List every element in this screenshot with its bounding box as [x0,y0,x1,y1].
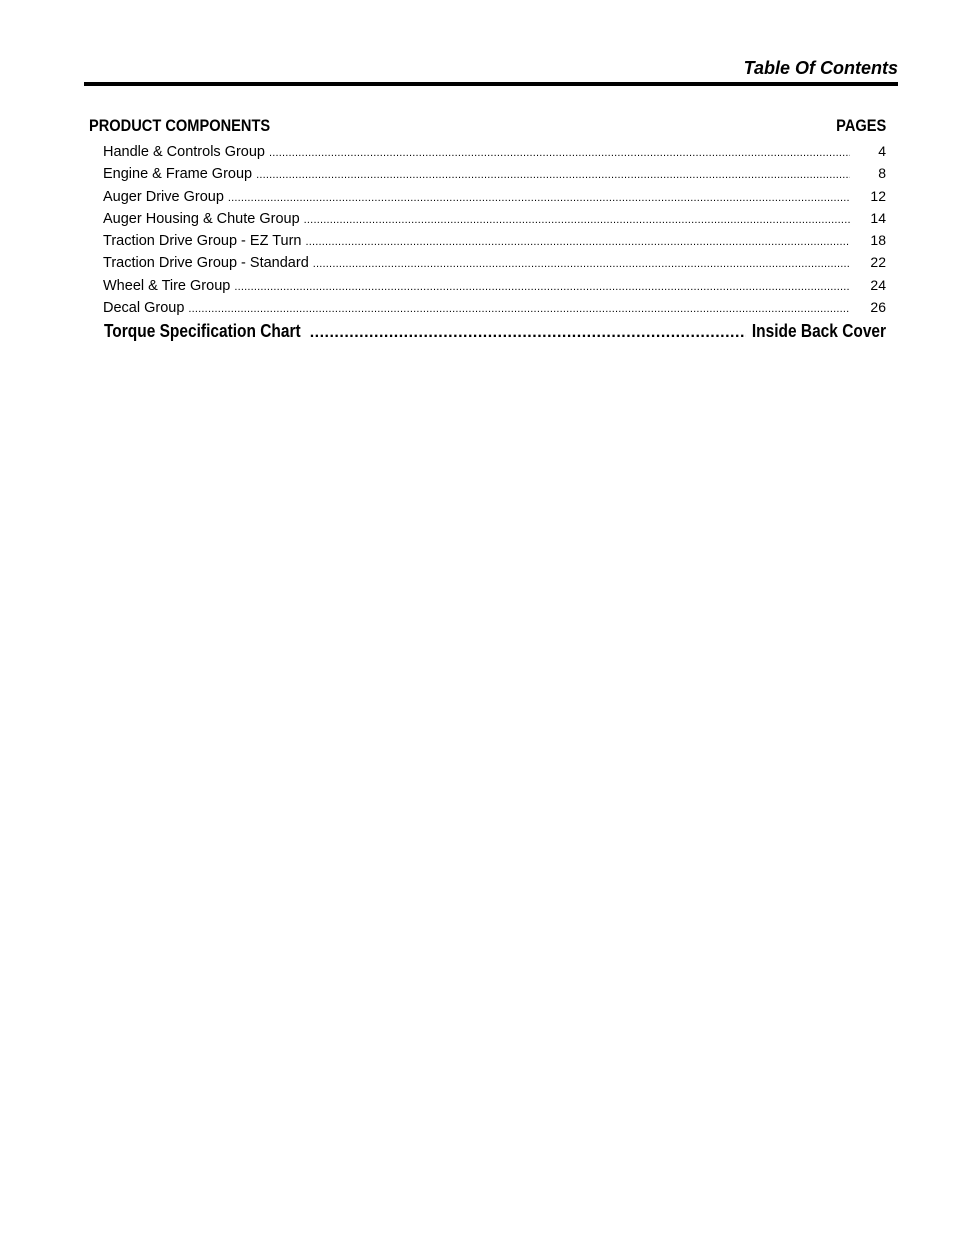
toc-entry-label: Wheel & Tire Group [103,277,231,294]
toc-entry-page: 26 [870,299,886,316]
dot-leader [188,298,850,320]
dot-leader [306,231,851,253]
toc-entry-decal[interactable] [103,296,886,318]
dot-leader [304,209,850,231]
toc-entry-page: 12 [870,187,886,204]
toc-entry-handle-controls[interactable] [103,140,886,162]
toc-list [103,140,886,318]
dot-leader [256,164,850,186]
toc-entry-label: Engine & Frame Group [103,166,253,183]
toc-entry-engine-frame[interactable] [103,162,886,184]
toc-entry-label: Handle & Controls Group [103,144,265,160]
dot-leader [313,253,850,275]
toc-entry-traction-drive-ez-turn[interactable] [103,229,886,251]
header-divider [84,82,898,86]
toc-entry-page: 22 [870,254,886,271]
toc-entry-label: Auger Drive Group [103,188,224,205]
toc-entry-traction-drive-standard[interactable] [103,251,886,273]
toc-entry-auger-housing-chute[interactable] [103,207,886,229]
page-title: Table Of Contents [743,58,898,78]
product-components-heading: PRODUCT COMPONENTS [89,116,271,135]
dot-leader [269,142,850,164]
dot-leader [234,276,850,298]
toc-entry-wheel-tire[interactable] [103,274,886,296]
toc-entry-label: Traction Drive Group - EZ Turn [103,233,302,250]
toc-entry-label: Traction Drive Group - Standard [103,255,309,272]
toc-entry-label: Torque Specification Chart [104,321,301,341]
toc-entry-page: Inside Back Cover [751,321,886,341]
dot-leader [310,321,746,345]
toc-entry-auger-drive[interactable] [103,185,886,207]
toc-entry-page: 18 [870,232,886,249]
toc-entry-page: 14 [870,209,886,226]
toc-entry-page: 4 [878,143,886,159]
toc-entry-label: Decal Group [103,300,185,317]
toc-entry-label: Auger Housing & Chute Group [103,210,300,227]
pages-heading: PAGES [835,116,886,135]
toc-heading-row [89,115,886,137]
toc-entry-page: 8 [878,165,886,182]
toc-entry-torque-specification-chart[interactable] [104,319,886,343]
dot-leader [228,187,850,209]
toc-entry-page: 24 [870,276,886,293]
